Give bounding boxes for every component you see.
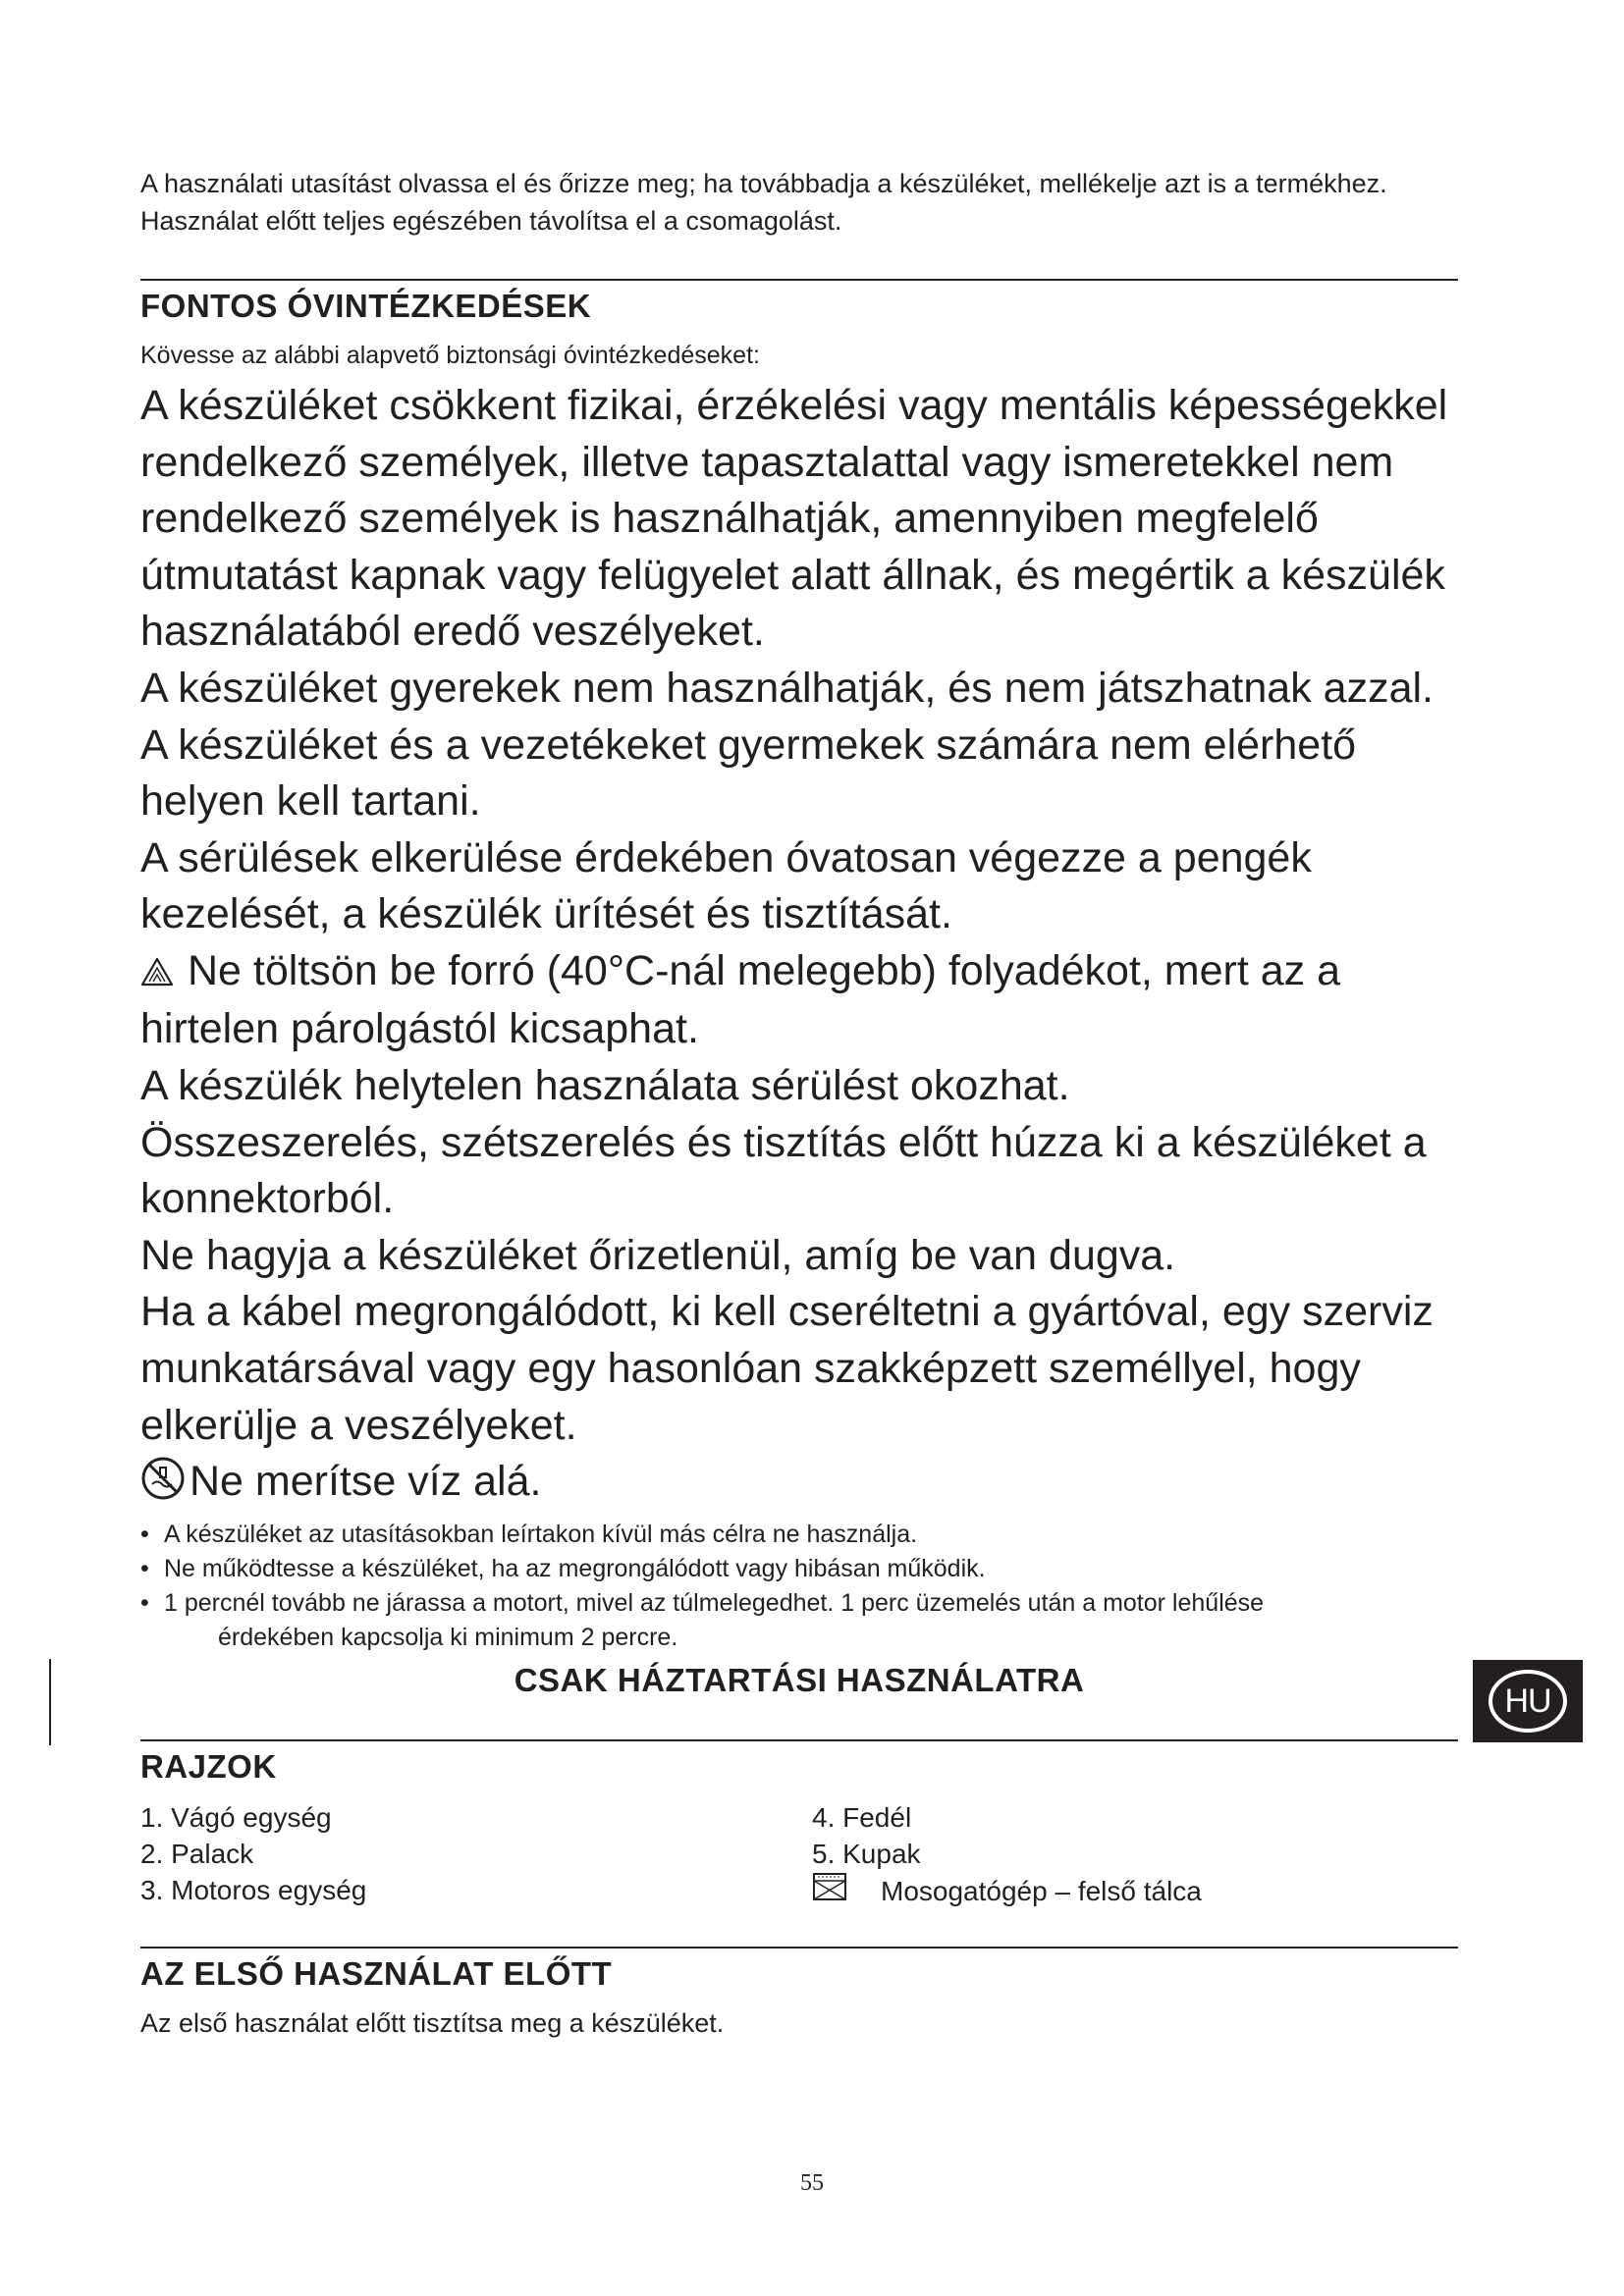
safety-paragraph-10-text: Ne merítse víz alá. [189, 1458, 542, 1506]
safety-paragraph-4: A sérülések elkerülése érdekében óvatosan végezze a pengék kezelését, a készülék ürítését és tisztítását. [140, 833, 1312, 938]
first-use-heading: AZ ELSŐ HASZNÁLAT ELŐTT [140, 1955, 613, 1992]
safety-paragraph-10 [140, 1454, 1486, 1517]
safety-paragraph-9: Ha a kábel megrongálódott, ki kell cseréltetni a gyártóval, egy szerviz munkatársával vagy egy hasonlóan szakképzett személlyel, hogy elkerülje a veszélyeket. [140, 1288, 1434, 1449]
list-item: 3. Motoros egység [140, 1875, 367, 1905]
safety-paragraph-8: Ne hagyja a készüléket őrizetlenül, amíg be van dugva. [140, 1231, 1176, 1279]
safety-paragraph-5-text: Ne töltsön be forró (40°C-nál melegebb) folyadékot, mert az a hirtelen párolgástól kicsaphat. [140, 946, 1340, 1053]
list-item: 2. Palack [140, 1839, 254, 1869]
safety-paragraph-2: A készüléket gyerekek nem használhatják, és nem játszhatnak azzal. [140, 664, 1434, 712]
list-item: 4. Fedél [812, 1802, 912, 1833]
warning-triangle-icon [140, 945, 174, 1002]
divider [140, 1947, 1458, 1949]
bullet-item: • 1 percnél tovább ne járassa a motort, mivel az túlmelegedhet. 1 perc üzemelés után a motor lehűlése [140, 1586, 1456, 1621]
safety-paragraph-1: A készüléket csökkent fizikai, érzékelési vagy mentális képességekkel rendelkező személyek, illetve tapasztalattal vagy ismeretekkel nem rendelkező személyek is használhatják, amennyiben megfelelő útmutatást kapnak vagy felügyelet alatt állnak, és megértik a készülék használatából eredő veszélyeket. [140, 382, 1448, 656]
language-badge [1473, 1660, 1583, 1742]
bullet-item-continuation: érdekében kapcsolja ki minimum 2 percre. [218, 1624, 678, 1651]
bullet-item: • A készüléket az utasításokban leírtakon kívül más célra ne használja. [140, 1518, 1456, 1552]
bullet-item: • Ne működtesse a készüléket, ha az megrongálódott vagy hibásan működik. [140, 1552, 1456, 1586]
dishwasher-icon [812, 1872, 847, 1910]
safety-paragraph-7: Összeszerelés, szétszerelés és tisztítás előtt húzza ki a készüléket a konnektorból. [140, 1118, 1427, 1223]
intro-text [140, 165, 1466, 240]
dishwasher-row [812, 1872, 1202, 1910]
drawings-list-left [140, 1799, 366, 1908]
safety-subtitle: Kövesse az alábbi alapvető biztonsági óvintézkedéseket: [140, 342, 760, 369]
side-margin-line [49, 1659, 51, 1745]
intro-line-2: Használat előtt teljes egészében távolítsa el a csomagolást. [140, 206, 842, 236]
drawings-list-right [812, 1799, 1202, 1910]
list-item: 5. Kupak [812, 1839, 921, 1869]
drawings-heading: RAJZOK [140, 1748, 277, 1785]
list-item: 1. Vágó egység [140, 1802, 332, 1833]
page-number: 55 [800, 2170, 824, 2196]
safety-paragraphs [140, 378, 1486, 1517]
safety-heading: FONTOS ÓVINTÉZKEDÉSEK [140, 288, 592, 324]
household-use-heading: CSAK HÁZTARTÁSI HASZNÁLATRA [514, 1662, 1085, 1698]
safety-paragraph-6: A készülék helytelen használata sérülést okozhat. [140, 1061, 1070, 1109]
safety-bullets [140, 1518, 1456, 1655]
safety-paragraph-5 [140, 943, 1486, 1058]
divider [140, 279, 1458, 281]
language-badge-label: HU [1489, 1670, 1567, 1733]
no-water-immersion-icon [140, 1456, 186, 1517]
dishwasher-text: Mosogatógép – felső tálca [881, 1876, 1202, 1906]
divider [140, 1739, 1458, 1741]
safety-paragraph-3: A készüléket és a vezetékeket gyermekek számára nem elérhető helyen kell tartani. [140, 721, 1357, 826]
first-use-text: Az első használat előtt tisztítsa meg a készüléket. [140, 2008, 725, 2038]
intro-line-1: A használati utasítást olvassa el és őrizze meg; ha továbbadja a készüléket, mellékelje azt is a termékhez. [140, 169, 1387, 198]
